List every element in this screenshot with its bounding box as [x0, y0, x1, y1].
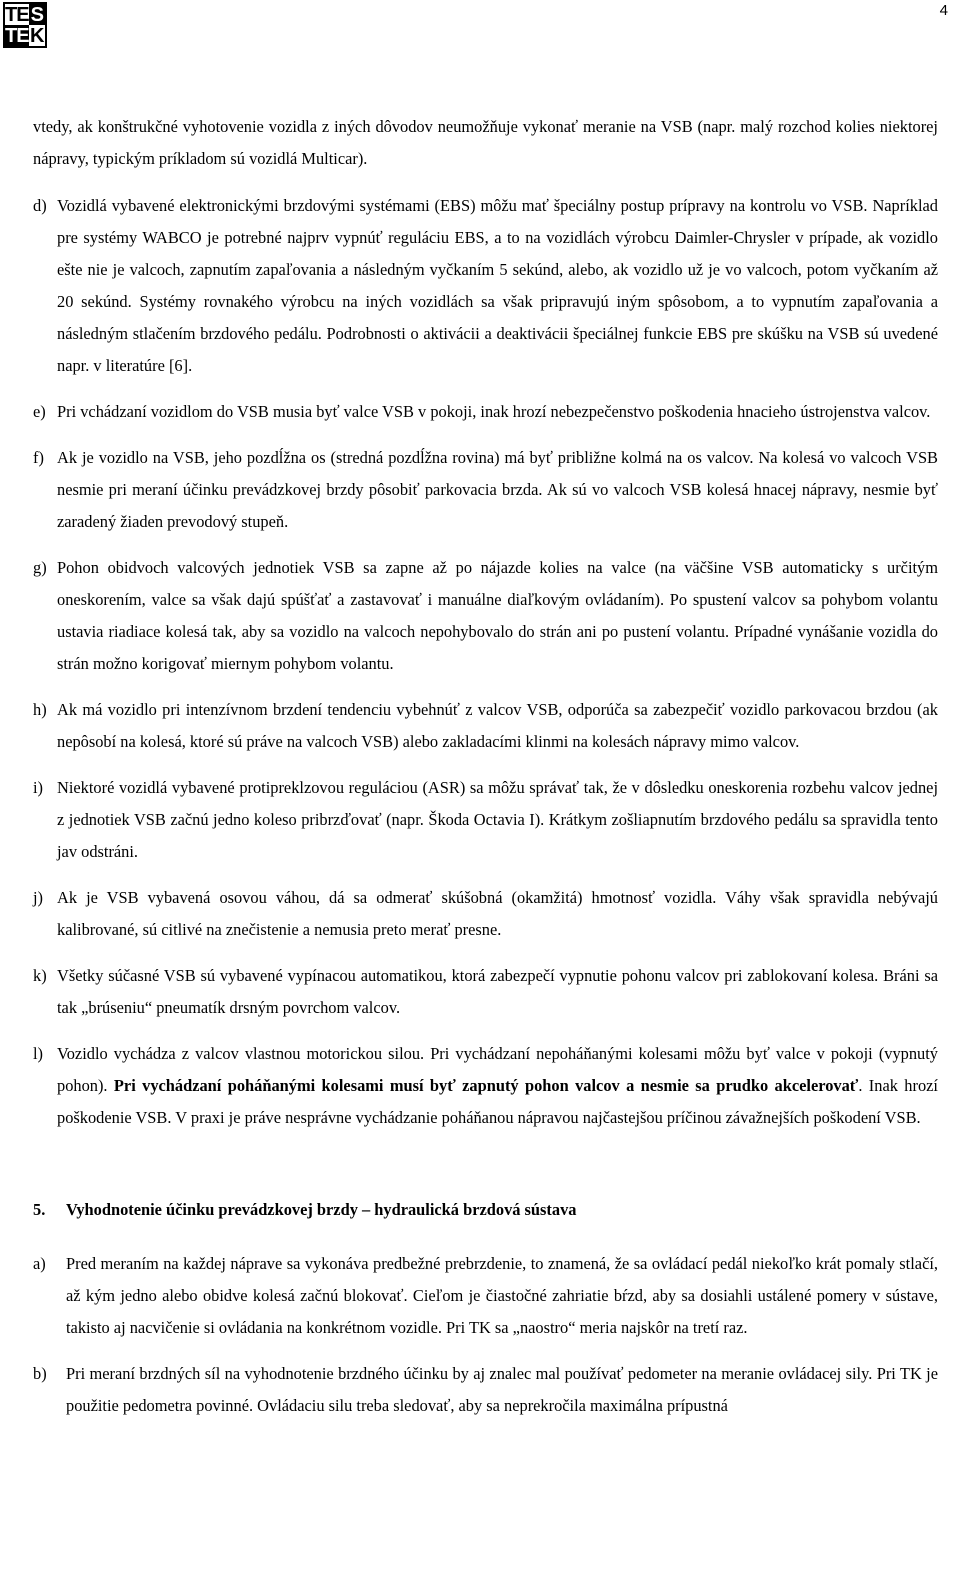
list-item-text: Pred meraním na každej náprave sa vykonáva predbežné prebrzdenie, to znamená, že sa ovládací pedál niekoľko krát pomaly stlačí, až kým jedno alebo obidve kolesá začnú blokovať. Cieľom je čiastočné zahriatie bŕzd, aby sa dosiahli ustálené pomery v sústave, takisto aj nacvičenie si ovládania na konkrétnom vozidle. Pri TK sa „naostro“ meria najskôr na tretí raz. [66, 1254, 938, 1337]
list-item-text: Ak má vozidlo pri intenzívnom brzdení tendenciu vybehnúť z valcov VSB, odporúča sa zabezpečiť vozidlo parkovacou brzdou (ak nepôsobí na kolesá, ktoré sú práve na valcoch VSB) alebo zakladacími klinmi na kolesách nápravy mimo valcov. [57, 700, 938, 751]
logo-k: K [30, 24, 44, 47]
list-item-text [57, 1038, 938, 1134]
list-item-text: Ak je VSB vybavená osovou váhou, dá sa odmerať skúšobná (okamžitá) hmotnosť vozidla. Váhy však spravidla nebývajú kalibrované, sú citlivé na znečistenie a nemusia preto merať presne. [57, 888, 938, 939]
list-item-text: Pohon obidvoch valcových jednotiek VSB sa zapne až po nájazde kolies na valce (na väčšine VSB automaticky s určitým oneskorením, valce sa však dajú spúšťať a zastavovať i manuálne diaľkovým ovládaním). Po spustení valcov sa pohybom volantu ustavia riadiace kolesá tak, aby sa vozidlo na valcoch nepohybovalo do strán ani po pustení volantu. Prípadné vynášanie vozidla do strán možno korigovať miernym pohybom volantu. [57, 558, 938, 673]
list-item-text: Pri meraní brzdných síl na vyhodnotenie brzdného účinku by aj znalec mal používať pedometer na meranie ovládacej sily. Pri TK je použitie pedometra povinné. Ovládaciu silu treba sledovať, aby sa neprekročila maximálna prípustná [66, 1364, 938, 1415]
list-item-label: j) [33, 888, 44, 907]
list-item-label: b) [33, 1364, 47, 1383]
testek-logo [3, 2, 47, 48]
list-item-i [33, 772, 938, 868]
list-item-text: Všetky súčasné VSB sú vybavené vypínacou automatikou, ktorá zabezpečí vypnutie pohonu valcov pri zablokovaní kolesa. Bráni sa tak „brúseniu“ pneumatík drsným povrchom valcov. [57, 966, 938, 1017]
list-item-h [33, 694, 938, 758]
list-item-label: a) [33, 1254, 46, 1273]
list-item-l [33, 1038, 938, 1134]
list-item-f [33, 442, 938, 538]
section-number: 5. [33, 1200, 46, 1219]
list-item-label: d) [33, 196, 47, 215]
list-item-g [33, 552, 938, 680]
list-item-e [33, 396, 938, 428]
intro-continuation: vtedy, ak konštrukčné vyhotovenie vozidla z iných dôvodov neumožňuje vykonať meranie na VSB (napr. malý rozchod kolies niektorej nápravy, typickým príkladom sú vozidlá Multicar). [33, 117, 938, 168]
list-item-label: g) [33, 558, 47, 577]
section-title: Vyhodnotenie účinku prevádzkovej brzdy – hydraulická brzdová sústava [66, 1200, 577, 1219]
list-item-label: h) [33, 700, 47, 719]
list-item-label: k) [33, 966, 47, 985]
item-l-text-before: Vozidlo vychádza z valcov vlastnou motorickou silou. Pri vychádzaní nepoháňanými kolesami môžu byť valce v pokoji (vypnutý pohon). [57, 1044, 938, 1095]
list-item-d [33, 190, 938, 382]
list-item-label: e) [33, 402, 46, 421]
list-item-text: Niektoré vozidlá vybavené protipreklzovou reguláciou (ASR) sa môžu správať tak, že v dôsledku oneskorenia rozbehu valcov jednej z jednotiek VSB začnú jedno koleso pribrzďovať (napr. Škoda Octavia I). Krátkym zošliapnutím brzdového pedálu sa spravidla tento jav odstráni. [57, 778, 938, 861]
list-item-j [33, 882, 938, 946]
list-item-text: Pri vchádzaní vozidlom do VSB musia byť valce VSB v pokoji, inak hrozí nebezpečenstvo poškodenia hnacieho ústrojenstva valcov. [57, 402, 931, 421]
list-item-label: l) [33, 1044, 44, 1063]
page-number: 4 [939, 2, 948, 19]
list-item-label: f) [33, 448, 44, 467]
list-item-text: Ak je vozidlo na VSB, jeho pozdĺžna os (stredná pozdĺžna rovina) má byť približne kolmá na os valcov. Na kolesá vo valcoch VSB nesmie pri meraní účinku prevádzkovej brzdy pôsobiť parkovacia brzda. Ak sú vo valcoch VSB kolesá hnacej nápravy, nesmie byť zaradený žiaden prevodový stupeň. [57, 448, 938, 531]
logo-te-bottom: TE [5, 24, 29, 47]
logo-te-top: TE [5, 3, 29, 26]
item-l-text-after: . Inak hrozí poškodenie VSB. V praxi je práve nesprávne vychádzanie poháňanou nápravou najčastejšou príčinou závažnejších poškodení VSB. [57, 1076, 938, 1127]
list-item-label: i) [33, 778, 44, 797]
section-heading [33, 1194, 938, 1226]
item-l-bold-warning: Pri vychádzaní poháňanými kolesami musí byť zapnutý pohon valcov a nesmie sa prudko akcelerovať [113, 1076, 859, 1095]
document-body [33, 111, 938, 1436]
list-item-text: Vozidlá vybavené elektronickými brzdovými systémami (EBS) môžu mať špeciálny postup prípravy na kontrolu vo VSB. Napríklad pre systémy WABCO je potrebné najprv vypnúť reguláciu EBS, a to na vozidlách výrobcu Daimler-Chrysler v prípade, ak vozidlo ešte nie je valcoch, zapnutím zapaľovania a následným vyčkaním 5 sekúnd, alebo, ak vozidlo už je vo valcoch, potom vyčkaním až 20 sekúnd. Systémy rovnakého výrobcu na iných vozidlách sa však pripravujú iným spôsobom, a to vypnutím zapaľovania a následným stlačením brzdového pedálu. Podrobnosti o aktivácii a deaktivácii špeciálnej funkcie EBS pre skúšku na VSB sú uvedené napr. v literatúre [6]. [57, 196, 938, 375]
section-item-b [33, 1358, 938, 1422]
logo-s: S [29, 4, 45, 25]
list-item-k [33, 960, 938, 1024]
section-item-a [33, 1248, 938, 1344]
